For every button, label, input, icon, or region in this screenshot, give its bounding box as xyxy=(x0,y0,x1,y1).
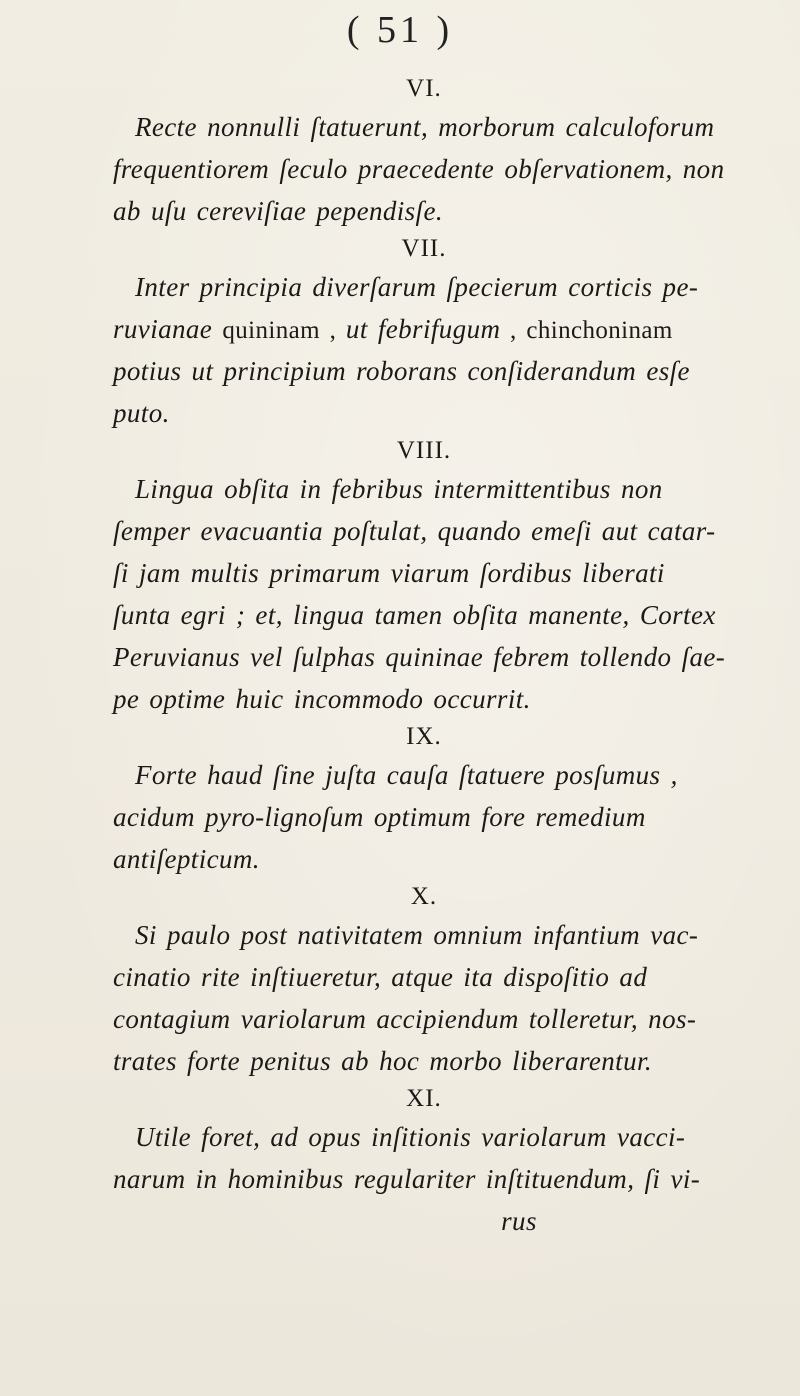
paragraph-xi xyxy=(113,1116,725,1242)
catchword: rus xyxy=(501,1206,537,1236)
text-run: ruvianae xyxy=(113,314,223,344)
text-line xyxy=(113,392,725,434)
section-number-x: X. xyxy=(410,883,438,910)
section-number-ix: IX. xyxy=(406,723,442,750)
text-line xyxy=(113,350,725,392)
text-run-upright: chinchoninam xyxy=(526,317,673,344)
paragraph-vi xyxy=(113,106,725,232)
paragraph-viii xyxy=(113,468,725,720)
text-line xyxy=(113,266,725,308)
text-line: antiſepticum. xyxy=(113,844,260,874)
paragraph-ix xyxy=(113,754,725,880)
text-line: Lingua obſita in febribus intermittentibus non xyxy=(135,474,663,504)
text-line xyxy=(113,308,725,350)
section-number-vi: VI. xyxy=(406,75,442,102)
text-line: acidum pyro-lignoſum optimum fore remedium xyxy=(113,802,646,832)
text-run-upright: , xyxy=(319,317,346,344)
page-number: ( 51 ) xyxy=(346,9,454,51)
text-line: cinatio rite inſtiueretur, atque ita dispoſitio ad xyxy=(113,962,648,992)
text-line: pe optime huic incommodo occurrit. xyxy=(113,684,531,714)
text-run: Inter principia diverſarum ſpecierum corticis pe- xyxy=(135,272,699,302)
paragraph-vii xyxy=(113,266,725,434)
text-block xyxy=(113,72,725,1242)
text-line: Si paulo post nativitatem omnium infantium vac- xyxy=(135,920,699,950)
text-line: ſi jam multis primarum viarum ſordibus liberati xyxy=(113,558,665,588)
text-line: narum in hominibus regulariter inſtituendum, ſi vi- xyxy=(113,1164,701,1194)
text-line: ſunta egri ; et, lingua tamen obſita manente, Cortex xyxy=(113,600,716,630)
paragraph-x xyxy=(113,914,725,1082)
text-run: potius ut principium roborans conſiderandum esſe xyxy=(113,356,690,386)
text-line: contagium variolarum accipiendum tolleretur, nos- xyxy=(113,1004,697,1034)
text-run: ut febrifugum xyxy=(345,314,501,344)
text-line: ſemper evacuantia poſtulat, quando emeſi aut catar- xyxy=(113,516,716,546)
text-line: ab uſu cereviſiae pependisſe. xyxy=(113,196,443,226)
text-line: Recte nonnulli ſtatuerunt, morborum calculoforum xyxy=(135,112,715,142)
text-line: frequentiorem ſeculo praecedente obſervationem, non xyxy=(113,154,725,184)
text-line: Utile foret, ad opus inſitionis variolarum vacci- xyxy=(135,1122,686,1152)
text-line: Forte haud ſine juſta cauſa ſtatuere posſumus , xyxy=(135,760,678,790)
text-run-upright: quininam xyxy=(222,317,320,344)
text-run: puto. xyxy=(113,398,170,428)
section-number-vii: VII. xyxy=(401,235,447,262)
text-line: Peruvianus vel ſulphas quininae febrem tollendo ſae- xyxy=(113,642,726,672)
text-line: trates forte penitus ab hoc morbo liberarentur. xyxy=(113,1046,653,1076)
section-number-xi: XI. xyxy=(406,1085,442,1112)
section-number-viii: VIII. xyxy=(396,437,452,464)
text-run-upright: , xyxy=(500,317,527,344)
